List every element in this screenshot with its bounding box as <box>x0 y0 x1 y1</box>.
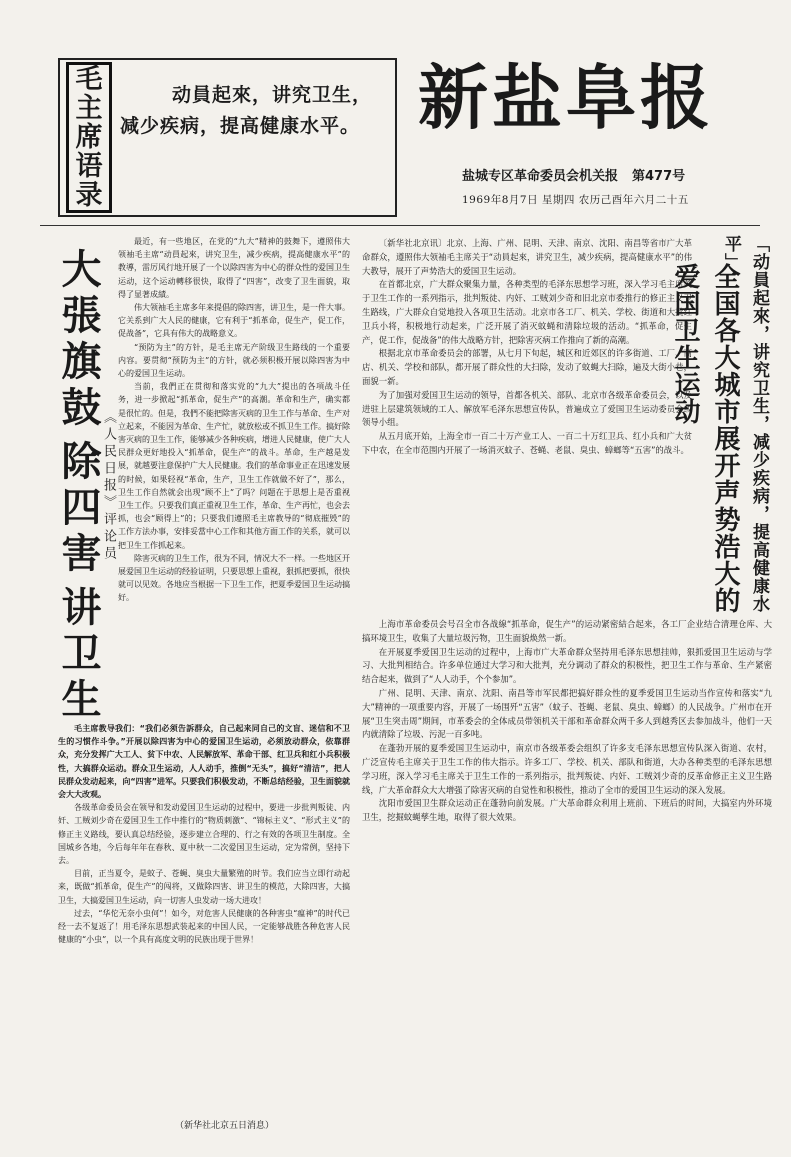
headline-line: 大張旗鼓 <box>55 248 101 432</box>
headline-line: 讲卫生 <box>55 586 101 724</box>
quotation-label <box>66 62 112 213</box>
paragraph: 伟大领袖毛主席多年来提倡的除四害，讲卫生，是一件大事。它关系到广大人民的健康，它有利于“抓革命，促生产，促工作，促战备”，它具有伟大的战略意义。 <box>118 303 350 339</box>
paragraph: 在开展夏季爱国卫生运动的过程中，上海市广大革命群众坚持用毛泽东思想挂帅，狠抓爱国卫生运动与学习、大批判相结合。许多单位通过大学习和大批判，充分调动了群众的积极性，把卫生工作与革命、生产紧密结合起来，做到了“人人动手，个个参加”。 <box>362 646 772 685</box>
quotation-label-char: 席 <box>75 122 103 153</box>
paragraph: 〔新华社北京讯〕北京、上海、广州、昆明、天津、南京、沈阳、南昌等省市广大革命群众，遵照伟大领袖毛主席关于“动員起來，讲究卫生，减少疾病，提高健康水平”的伟大教导，展开了声势浩大的爱国卫生运动。 <box>362 238 692 276</box>
headline-main: 全国各大城市展开声势浩大的爱国卫生运动 <box>670 263 740 614</box>
paragraph: 为了加强对爱国卫生运动的领导，首都各机关、部队、北京市各级革命委员会，以及进驻上层建筑领域的工人、解放军毛泽东思想宣传队，普遍成立了爱国卫生运动委员会或领导小组。 <box>362 389 692 428</box>
paragraph: 各级革命委员会在领导和发动爱国卫生运动的过程中，要进一步批判叛徒、内奸、工贼刘少奇在爱国卫生工作中推行的“物质刺激”、“锦标主义”、“形式主义”的修正主义路线，要认真总结经验，逐步建立合理的、行之有效的各项卫生制度。全国城乡各地，今后每年年在春秋、夏中秋一二次爱国卫生运动，定为常例，坚持下去。 <box>58 803 350 866</box>
article-source: （新华社北京五日消息） <box>175 1121 275 1131</box>
paragraph: 沈阳市爱国卫生群众运动正在蓬勃向前发展。广大革命群众利用上班前、下班后的时间，大搞室内外环境卫生，挖掘蚊蝇孳生地，取得了很大效果。 <box>362 798 772 823</box>
paragraph: 广州、昆明、天津、南京、沈阳、南昌等市军民都把搞好群众性的夏季爱国卫生运动当作宣传和落实“九大”精神的一项重要内容，开展了一场围歼“五害”（蚊子、苍蝇、老鼠、臭虫、蟑螂）的人民战争。广州市在开展“卫生突击周”期间，市革委会的全体成员带领机关干部和革命群众两千多人到越秀区去参加战斗，他们一天内就清除了垃圾、污泥一百多吨。 <box>362 687 772 740</box>
header-divider <box>40 225 760 226</box>
dateline: 1969年8月7日 星期四 农历己酉年六月二十五 <box>462 194 689 206</box>
paragraph: 最近，有一些地区，在党的“九大”精神的鼓舞下，遵照伟大领袖毛主席“动員起來，讲究卫生，减少疾病，提高健康水平”的教導，雷厉风行地开展了一个以除四害为中心的群众性的爱国卫生运动，这个运动轉移很快，取得了“四害”，改变了卫生面貌，取得了显著成績。 <box>118 237 350 299</box>
paragraph: 在蓬勃开展的夏季爱国卫生运动中，南京市各级革委会组织了许多支毛泽东思想宣传队深入街道、农村，广泛宣传毛主席关于卫生工作的伟大指示。许多工厂、学校、机关、部队和街道，大办各种类型的毛泽东思想学习班，深入学习毛主席关于卫生工作的一系列指示，批判叛徒、内奸、工贼刘少奇的反革命修正主义卫生路线，广大革命群众大大增强了除害灭病的自觉性和积极性，推动了全市的爱国卫生运动的深入发展。 <box>362 743 772 795</box>
paragraph: 当前，我們正在贯彻和落实党的“九大”提出的各項战斗任务，进一步掀起“抓革命，促生产”的高潮。革命和生产，确实都是很忙的。但是，我們不能把除害灭病的卫生工作与革命、生产对立起来，不能因为革命、生产忙，就放松或不抓卫生工作。搞好除害灭病的卫生工作，能够减少各种疾病，增进人民健康，使广大人民群众更好地投入“抓革命，促生产”的战斗。革命，生产越是发展，就越要注意保护广大人民健康。我们的革命事业正在迅速发展的时候，如果轻视“革命，生产，卫生工作就做不好了”，那么，卫生工作自然就会出现“顾不上”了吗？问题在于思想上是否重视卫生工作。只要我们真正重视卫生工作，革命、生产再忙，也会去抓，也会“顾得上”的；只要我们遵照毛主席教导的“彻底摧毁”的工作方法办事，安排妥當中心工作和其他方面工作的关系，就可以把卫生工作抓起来。 <box>118 382 350 550</box>
quotation-text: 动員起來，讲究卫生，减少疾病，提高健康水平。 <box>120 84 373 137</box>
quotation-label-char: 主 <box>75 93 103 124</box>
headline-line: 除四害 <box>55 440 101 578</box>
paragraph: 过去，“华佗无奈小虫何”！如今，对危害人民健康的各种害虫“瘟神”的时代已经一去不复返了！用毛泽东思想武装起来的中国人民，一定能够战胜各种危害人民健康的“小虫”，以一个具有高度文明的民族出现于世界！ <box>58 908 350 945</box>
paragraph: 除害灭病的卫生工作，很为不同，情况大不一样。一些地区开展爱国卫生运动的经验证明，只要思想上重视，狠抓把要抓，很快就可以见效。各地应当根据一下卫生工作，把夏季爱国卫生运动搞好。 <box>118 553 350 603</box>
publisher-line <box>462 165 685 184</box>
right-article-body <box>362 237 692 458</box>
paragraph: 目前，正当夏令，是蚊子、苍蝇、臭虫大量繁殖的时节。我们应当立即行动起来，既做“抓革命，促生产”的闯将，又做除四害、讲卫生的模范，大除四害，大搞卫生，大搞爱国卫生运动，向一切害人虫发动一场大进攻！ <box>58 869 350 905</box>
right-article-body-wide <box>362 618 772 825</box>
newspaper-title: 新盐阜报 <box>418 57 714 139</box>
right-headline <box>670 235 775 615</box>
quotation-label-char: 录 <box>75 180 103 211</box>
paragraph: 上海市革命委员会号召全市各战線“抓革命，促生产”的运动紧密結合起来，各工厂企业结合清理仓库、大搞环境卫生，收集了大量垃圾污物，卫生面貌焕然一新。 <box>362 619 772 643</box>
left-article-body <box>118 235 350 605</box>
paragraph: “预防为主”的方针，是毛主席无产阶级卫生路线的一个重要内容。要贯彻“预防为主”的方针，就必须积极开展以除四害为中心的爱国卫生运动。 <box>118 342 350 379</box>
quotation-label-char: 语 <box>75 151 103 182</box>
left-article-body-lower <box>58 722 350 946</box>
paragraph: 根据北京市革命委员会的部署，从七月下旬起，城区和近郊区的许多街道、工厂、商店、机关、学校和部队，都开展了群众性的大扫除，发动了蚊蝇大扫除，遍及大街小巷，面貌一新。 <box>362 348 692 386</box>
paragraph: 在首都北京，广大群众聚集力量，各种类型的毛泽东思想学习班，深入学习毛主席关于卫生工作的一系列指示，批判叛徒、内奸、工贼刘少奇和旧北京市委推行的修正主义卫生路线，广大群众自觉地投入各项卫生活动。北京市各工厂、机关、学校、街道和大批红卫兵小将，积极地行动起来，广泛开展了消灭蚊蝇和清除垃圾的活动。“抓革命，促生产，促工作，促战备”的伟大战略方针，把除害灭病工作推向了新的高潮。 <box>362 279 692 345</box>
quotation-label-char: 毛 <box>75 64 103 95</box>
publisher-name: 盐城专区革命委员会机关报 <box>462 169 619 184</box>
paragraph: 从五月底开始，上海全市一百二十万产业工人、一百二十万红卫兵、红小兵和广大贫下中农，在全市范围内开展了一场消灭蚊子、苍蝇、老鼠、臭虫、蟑螂等“五害”的战斗。 <box>362 431 692 455</box>
byline: 《人民日报》评论员 <box>101 410 116 563</box>
headline-quote: 「动員起來，讲究卫生，减少疾病，提高健康水平」 <box>721 235 769 613</box>
paragraph: 毛主席教导我们：“我们必须告訴群众，自己起来同自己的文盲、迷信和不卫生的习惯作斗争。”开展以除四害为中心的爱国卫生运动，必须放动群众，依靠群众，充分发挥广大工人、贫下中农、人民解放军、革命干部、红卫兵和红小兵积极性，大搞群众运动。群众卫生运动，人人动手，推倒“无头”，搞好“清洁”，把人民群众发动起来，向“四害”进军。只要我们积极发动，不断总结经验，卫生面貌就会大大改观。 <box>58 724 350 800</box>
issue-number: 第477号 <box>632 169 686 184</box>
